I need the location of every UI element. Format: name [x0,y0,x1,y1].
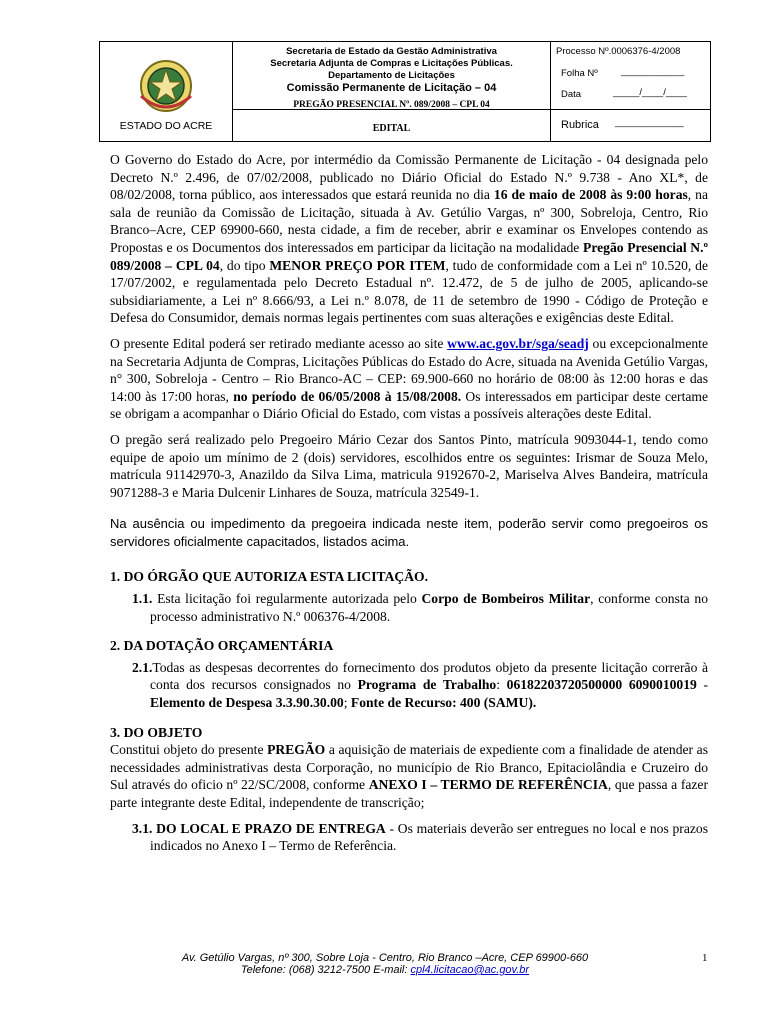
data-label: Data [561,89,582,100]
rubrica-blank: _____________ [615,117,684,128]
section-2-1 [132,659,708,712]
section-3-paragraph [110,741,708,811]
folha-label: Folha Nº [561,68,598,79]
folha-blank: ____________ [621,66,685,77]
edital-access-paragraph [110,335,708,423]
period-text: no período de 06/05/2008 à 15/08/2008. [233,388,462,404]
absence-paragraph: Na ausência ou impedimento da pregoeira indicada neste item, poderão servir como pregoeiros os servidores oficialmente capacitados, listados acima. [110,516,708,549]
document-header [99,41,711,142]
section-1-title: 1. DO ÓRGÃO QUE AUTORIZA ESTA LICITAÇÃO. [110,569,429,585]
footer-phone: Telefone: (068) 3212-7500 E-mail: [240,964,411,976]
header-divider [233,109,550,110]
pregoeiro-paragraph: O pregão será realizado pelo Pregoeiro Mário Cezar dos Santos Pinto, matrícula 9093044-1, tendo como equipe de apoio um mínimo de 2 (dois) servidores, escolhidos entre os seguintes: Irismar de Souza Melo, matrícula 91142970-3, Anazildo da Silva Lima, matricula 9192670-2, Mariselva Alves Bandeira, matrícula 9071288-3 e Maria Dulcenir Linhares de Souza, matrícula 32549-1. [110,431,708,500]
rubrica-label: Rubrica [561,119,599,131]
data-blank: _____/____/____ [613,87,687,98]
text-run: Esta licitação foi regularmente autorizada pelo [152,591,422,607]
elemento-despesa: Elemento de Despesa 3.3.90.30.00 [150,695,344,711]
document-body [110,151,708,863]
text-run: - Os materiais deverão ser entregues no local e nos prazos indicados no Anexo I – Termo de Referência. [150,820,708,854]
item-number: 2.1. [132,659,153,675]
text-run: , do tipo [219,257,270,273]
pregao-word: PREGÃO [267,742,326,758]
section-1-1 [132,590,708,625]
item-heading: 3.1. DO LOCAL E PRAZO DE ENTREGA [132,820,386,836]
document-footer [0,952,770,976]
page-number: 1 [702,952,708,964]
section-3-1 [132,820,708,855]
section-2-title: 2. DA DOTAÇÃO ORÇAMENTÁRIA [110,638,334,654]
estado-label: ESTADO DO ACRE [119,120,213,132]
anexo-reference: ANEXO I – TERMO DE REFERÊNCIA [368,777,608,793]
header-title-cell [233,42,551,141]
programa-code: 06182203720500000 6090010019 [506,677,697,693]
process-divider [551,109,710,110]
text-run: Todas as despesas decorrentes do fornecimento dos produtos objeto da presente licitação correrão à conta dos recursos consignados no [150,659,708,693]
programa-label: Programa de Trabalho [357,677,497,693]
text-run: Os interessados em participar deste certame se obrigam a acompanhar o Diário Oficial do Estado, com vistas a possíveis alterações deste Edital. [110,388,708,422]
intro-paragraph [110,151,708,327]
text-run: , tudo de conformidade com a Lei nº 10.520, de 17/07/2002, e regulamentada pelo Decreto Estadual nº. 12.472, de 5 de julho de 2005, aplicando-se subsidiariamente, a Lei nº 8.666/93, a Lei n.º 8.078, de 11 de setembro de 1990 - Código de Proteção e Defesa do Consumidor, demais normas legais pertinentes com suas alterações e exigências deste Edital. [110,257,708,326]
site-link[interactable]: www.ac.gov.br/sga/seadj [447,335,589,351]
footer-contact [0,964,770,976]
header-logo-cell [100,42,233,141]
header-line-6: EDITAL [372,123,411,134]
text-run: , que passa a fazer parte integrante deste Edital, independente de transcrição; [110,777,708,810]
footer-address: Av. Getúlio Vargas, nº 300, Sobre Loja - Centro, Rio Branco –Acre, CEP 69900-660 [181,952,589,964]
fonte-recurso: Fonte de Recurso: 400 (SAMU). [350,695,537,711]
orgao-name: Corpo de Bombeiros Militar [421,591,591,607]
text-run: ; [343,695,351,711]
header-line-4: Comissão Permanente de Licitação – 04 [286,82,497,94]
footer-email-link[interactable]: cpl4.licitacao@ac.gov.br [410,964,530,976]
header-process-cell [551,42,710,141]
meeting-date: 16 de maio de 2008 às 9:00 horas [493,187,688,203]
text-run: , conforme consta no processo administrativo N.º 006376-4/2008. [150,591,708,624]
header-line-5: PREGÃO PRESENCIAL Nº. 089/2008 – CPL 04 [293,100,490,110]
text-run: ou excepcionalmente na Secretaria Adjunta de Compras, Licitações Públicas do Estado do Acre, situada na Avenida Getúlio Vargas, n° 300, Sobreloja - Centro – Rio Branco-AC – CEP: 69.900-660 no horário de 08:00 às 12:00 horas e das 14:00 às 17:00 horas, [110,335,708,404]
process-number: Processo Nº.0006376-4/2008 [556,46,681,57]
header-line-1: Secretaria de Estado da Gestão Administrativa [286,46,497,57]
header-line-2: Secretaria Adjunta de Compras e Licitações Públicas. [270,58,513,69]
pregao-number: Pregão Presencial N.º 089/2008 – CPL 04 [110,239,708,273]
item-number: 1.1. [132,591,153,607]
text-run: O presente Edital poderá ser retirado mediante acesso ao site [110,335,448,351]
text-run: O Governo do Estado do Acre, por intermédio da Comissão Permanente de Licitação - 04 designada pelo Decreto N.º 2.496, de 07/02/2008, publicado no Diário Oficial do Estado N.º 9.738 - Ano XL*, de 08/02/2008, torna público, aos interessados que estará reunida no dia [110,152,708,203]
text-run: Constitui objeto do presente [110,742,268,758]
text-run: : [496,677,507,693]
coat-of-arms-icon [136,56,196,116]
text-run: a aquisição de materiais de expediente com a finalidade de atender as necessidades administrativas desta Corporação, no município de Rio Branco, Epitaciolândia e Cruzeiro do Sul através do oficio nº 22/SC/2008, conforme [110,742,708,793]
text-run: , na sala de reunião da Comissão de Licitação, situada à Av. Getúlio Vargas, nº 300, Sobreloja, Centro, Rio Branco–Acre, CEP 69900-660, nesta cidade, a fim de receber, abrir e examinar os Envelopes contendo as Propostas e os Documentos dos interessados em participar da licitação na modalidade [110,187,708,255]
header-line-3: Departamento de Licitações [328,70,455,81]
tipo-licitacao: MENOR PREÇO POR ITEM [269,257,446,273]
text-run: - [696,677,708,693]
section-3-title: 3. DO OBJETO [110,724,203,740]
